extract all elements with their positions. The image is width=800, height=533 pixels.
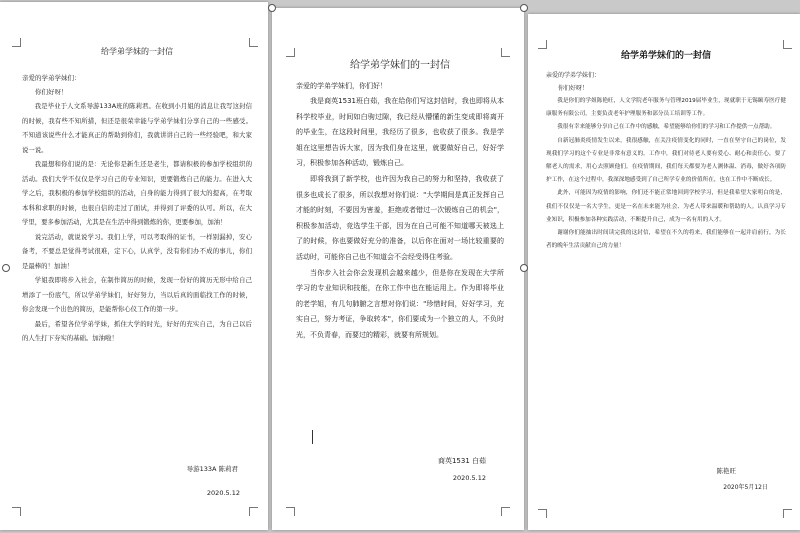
document-page-1	[0, 2, 268, 530]
letter-title: 给学弟学妹的一封信	[101, 47, 173, 56]
letter-paragraph: 说完活动，就说说学习。我们上学，可以考取得的证书，一样别漏掉，安心备考，不要总是觉得考试很难，定下心，认真学，没有你们办不成的事儿，你们是最棒的！加油！	[22, 232, 252, 270]
letter-date: 2020.5.12	[206, 489, 240, 497]
letter-greeting: 亲爱的学弟学妹们，你们好！	[296, 82, 387, 90]
letter-title: 给学弟学妹们的一封信	[350, 60, 450, 71]
letter-paragraph: 我是毕业于人文系导游133A班的陈莉君。在收到小月姐的消息让我写这封信的时候，我有些不知所措，但还是很荣幸能与学弟学妹们分享自己的一些感受。不知道该说些什么才能真正的帮助到你们，我就讲讲自己的一些经验吧，和大家说一说。	[22, 102, 252, 154]
letter-signature: 导游133A 陈莉君	[186, 465, 238, 473]
letter-paragraph: 我是商英1531班白茹，我在给你们写这封信时，我也即将从本科学校毕业，时间如白驹过隙，我已经从懵懂的新生变成即将离开的毕业生，在这段时间里，我经历了很多，也收获了很多。我是学姐在这里想告诉大家，因为我们身在这里，就要做好自己，好好学习，积极参加各种活动，锻炼自己。	[296, 97, 504, 168]
letter-paragraph: 我最想和你们说的是：无论你是新生还是老生，都请积极的参加学校组织的活动。我们大学不仅仅是学习自己的专业知识，更要锻炼自己的能力。在进入大学之后，我积极的参加学校组织的活动，自身的能力得到了很大的提高，在考取本科和求职的时候，也很自信的走过了面试，并得到了评委的认可。所以，在大学里，要多参加活动，尤其是在生活中得到锻炼的你，更要参加，加油！	[22, 160, 252, 226]
letter-paragraph: 学姐我即将步入社会，在制作简历的时候，发现一份好的简历无形中给自己增添了一份底气，所以学弟学妹们，好好努力，当以后真的面临找工作的时候，你会发现一个出色的简历，是能帮你心仪工作的第一步。	[22, 276, 252, 313]
letter-signature: 陈艳旺	[716, 467, 736, 475]
resize-handle-top-left[interactable]	[268, 4, 276, 12]
letter-greeting: 亲爱的学弟学妹们：	[22, 74, 81, 82]
resize-handle-right[interactable]	[520, 264, 528, 272]
letter-hello: 你们好呀！	[35, 88, 68, 96]
resize-handle-top-right[interactable]	[520, 4, 528, 12]
crop-mark	[501, 507, 510, 516]
document-page-2[interactable]	[272, 8, 524, 530]
crop-mark	[12, 38, 21, 47]
letter-paragraph: 谢谢你们能抽出时间读完我的这封信，希望在不久的将来，我们能够在一起并肩前行，为长者的晚年生活贡献自己的力量！	[546, 230, 786, 250]
letter-title: 给学弟学妹们的一封信	[620, 51, 711, 61]
document-page-3	[528, 14, 800, 530]
crop-mark	[12, 507, 21, 516]
letter-greeting: 亲爱的学弟学妹们：	[546, 72, 601, 79]
crop-mark	[249, 507, 258, 516]
letter-paragraph: 最后，希望各位学弟学妹，抓住大学的时光，好好的充实自己，为自己以后的人生打下夯实的基础。加油啦！	[22, 319, 252, 342]
letter-paragraph: 我是你们的学姐陈艳旺，人文学院老年服务与管理2019届毕业生，现就职于无锡颐寿医疗健康服务有限公司，主要负责老年护理服务和部分员工培训等工作。	[546, 98, 786, 118]
crop-mark	[286, 48, 295, 57]
crop-mark	[286, 507, 295, 516]
crop-mark	[538, 509, 547, 518]
letter-date: 2020.5.12	[452, 474, 486, 482]
letter-paragraph: 我很有幸来能够分享自己在工作中的感触，希望能够给你们的学习和工作提供一点帮助。	[557, 124, 776, 131]
letter-paragraph: 此外，可能因为疫情的影响，你们还不能正常地回到学校学习，但是我希望大家明白的是，我们不仅仅是一名大学生，更是一名在未来能为社会、为老人带来温暖和帮助的人。认真学习专业知识，积极参加各种实践活动，不断提升自己，成为一名有用的人才。	[546, 190, 786, 223]
letter-paragraph: 即将我到了新学校，也许因为我自己的努力和坚持，我收获了很多也成长了很多，所以我想对你们说："大学期间是真正发挥自己才能的时刻，不要因为害羞，拒绝或者错过一次锻炼自己的机会"，积极参加活动，竞选学生干部，因为在自己可能不知道哪天被选上了的时候，你也要做好充分的准备，以后你在面对一场比较重要的活动时，可能你自己也不知道会不会经受得住考验。	[296, 174, 504, 261]
letter-signature: 商英1531 白茹	[437, 457, 486, 465]
letter-hello: 你们好呀！	[558, 85, 589, 92]
crop-mark	[783, 509, 792, 518]
letter-paragraph: 当你步入社会你会发现机会越来越少，但是你在发现在大学所学习的专业知识和技能，在你工作中也在能运用上。作为即将毕业的老学姐，有几句肺腑之言想对你们说："珍惜时间，好好学习，充实自己，努力考证，争取转本"，你们要成为一个独立的人，不负时光，不负青春，而要过的精彩，就要有所规划。	[296, 268, 504, 339]
letter-paragraph: 自新冠肺炎疫情发生以来，我很感触，在关注疫情变化的同时，一直在坚守自己的岗位，发现我们学习的这个专业是非常有意义的。工作中，我们对待老人要有爱心、耐心和责任心，要了解老人的需求，用心去照顾他们。在疫情期间，我们每天都要为老人测体温、消毒，做好各项防护工作，在这个过程中，我深深地感受到了自己所学专业的价值所在，也在工作中不断成长。	[546, 137, 786, 184]
letter-date: 2020年5月12日	[723, 484, 768, 491]
text-cursor	[312, 430, 313, 444]
resize-handle-left[interactable]	[2, 264, 10, 272]
